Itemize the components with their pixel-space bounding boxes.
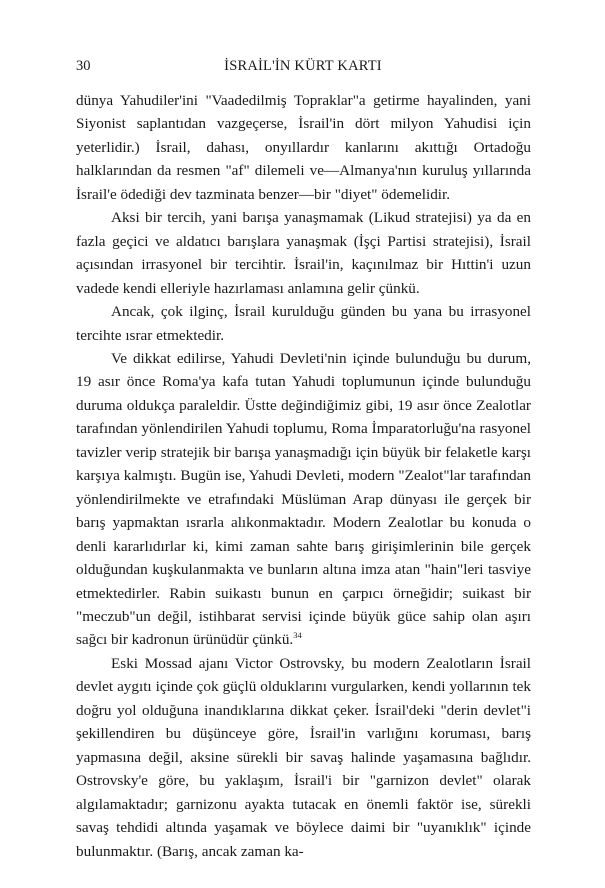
- footnote-reference[interactable]: 34: [293, 630, 302, 641]
- paragraph-zealots-text: Ve dikkat edilirse, Yahudi Devleti'nin içinde bulunduğu bu durum, 19 asır önce Roma'ya kafa tutan Yahudi toplumunun içinde bulunduğu duruma oldukça paraleldir. Üstte değindiğimiz gibi, 19 asır önce Zealotlar tarafından yönlendirilen Yahudi toplumu, Roma İmparatorluğu'na rasyonel tavizler verip stratejik bir barışa yanaşmadığı için büyük bir felaketle karşı karşıya kalmıştı. Bugün ise, Yahudi Devleti, modern "Zealot"lar tarafından yönlendirilmekte ve etrafındaki Müslüman Arap dünyası ile gerçek bir barış yapmaktan ısrarla alıkonmaktadır. Modern Zealotlar bu konuda o denli kararlıdırlar ki, kimi zaman sahte barış girişimlerinin bile gerçek olduğundan kuşkulanmakta ve bunların altına imza atan "hain"leri tasviye etmektedirler. Rabin suikastı bunun en çarpıcı örneğidir; suikast bir "meczub"un değil, istihbarat servisi içinde büyük güce sahip olan aşırı sağcı bir kadronun ürünüdür çünkü.: [76, 349, 531, 649]
- paragraph-zealots: [76, 347, 531, 652]
- paragraph-alternative-choice: Aksi bir tercih, yani barışa yanaşmamak (Likud stratejisi) ya da en fazla geçici ve aldatıcı barışlara yanaşmak (İşçi Partisi stratejisi), İsrail açısından irrasyonel bir tercihtir. İsrail'in, kaçınılmaz bir Hıttin'i uzun vadede kendi elleriyle hazırlaması anlamına gelir çünkü.: [76, 209, 531, 297]
- body-text: [76, 89, 531, 863]
- paragraph-irrational-choice: Ancak, çok ilginç, İsrail kurulduğu günden bu yana bu irrasyonel tercihte ısrar etmektedir.: [76, 303, 531, 344]
- page-header: [76, 58, 530, 78]
- paragraph-continuation: dünya Yahudiler'ini "Vaadedilmiş Topraklar"a getirme hayalinden, yani Siyonist saplantıdan vazgeçerse, İsrail'in dört milyon Yahudisi için yeterlidir.) İsrail, dahası, onyıllardır kanlarını akıttığı Ortadoğu halklarından da resmen "af" dilemeli ve—Almanya'nın kuruluş yıllarında İsrail'e ödediği dev tazminata benzer—bir "diyet" ödemelidir.: [76, 92, 531, 203]
- paragraph-ostrovsky: Eski Mossad ajanı Victor Ostrovsky, bu modern Zealotların İsrail devlet aygıtı içinde çok güçlü olduklarını vurgularken, kendi yollarının tek doğru yol olduğuna inandıklarına dikkat çeker. İsrail'deki "derin devlet"i şekillendiren bu düşünceye göre, İsrail'in varlığını koruması, barış yapmasına değil, aksine sürekli bir savaş halinde yaşamasına bağlıdır. Ostrovsky'e göre, bu yaklaşım, İsrail'i bir "garnizon devlet" olarak algılamaktadır; garnizonu ayakta tutacak en önemli faktör ise, sürekli savaş tehdidi altında yaşamak ve böylece daimi bir "uyanıklık" içinde bulunmaktır. (Barış, ancak zaman ka-: [76, 654, 531, 860]
- running-title: İSRAİL'İN KÜRT KARTI: [224, 58, 382, 74]
- page-number: 30: [76, 58, 91, 74]
